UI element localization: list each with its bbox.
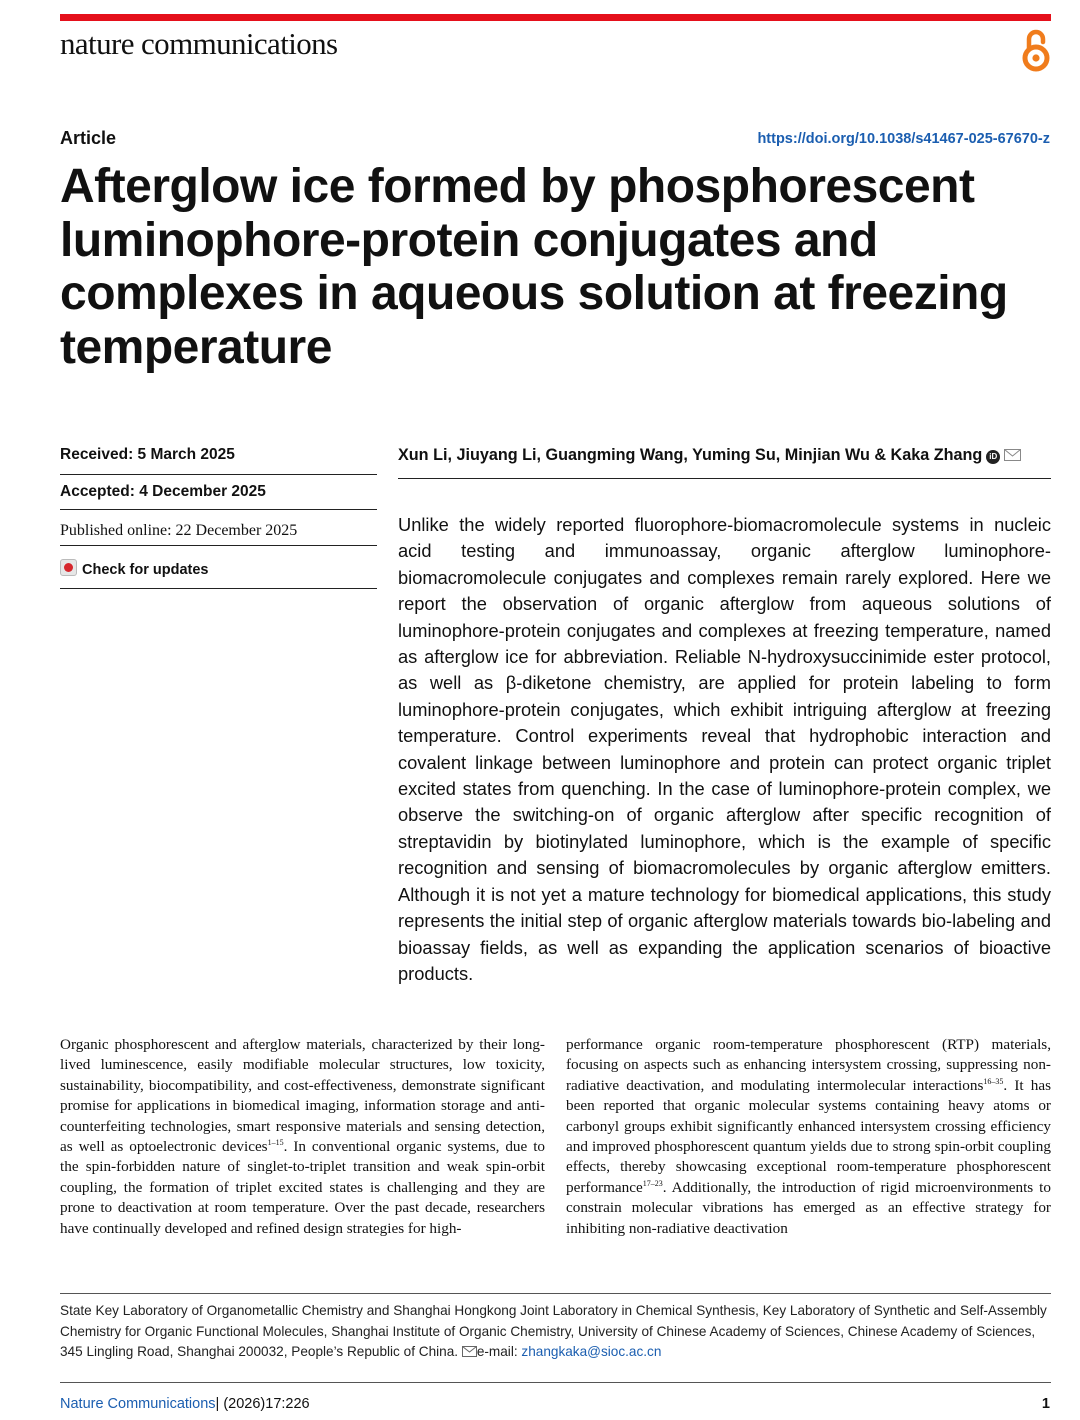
affiliation-text: State Key Laboratory of Organometallic Chemistry and Shanghai Hongkong Joint Laboratory in Chemical Synthesis, Key Laboratory of Synthetic and Self-Assembly Chemistry for Organic Functional Molecules, Shanghai Institute of Organic Chemistry, University of Chinese Academy of Sciences, Chinese Academy of Sciences, 345 Lingling Road, Shanghai 200032, People’s Republic of China.	[60, 1303, 1047, 1360]
open-access-icon[interactable]	[1018, 26, 1054, 74]
check-updates-link[interactable]: Check for updates	[82, 562, 209, 578]
author-list	[398, 446, 1021, 465]
received-date: Received: 5 March 2025	[60, 446, 235, 463]
body-column-right	[566, 1035, 1051, 1239]
check-updates-row[interactable]	[60, 545, 377, 589]
accepted-row	[60, 474, 377, 510]
citation-ref[interactable]: 17–23	[642, 1178, 663, 1188]
body-text: . In conventional organic systems, due to the spin-forbidden nature of singlet-to-triplet transition and weak spin-orbit coupling, the formation of triplet excited states is challenging and they are prone to deactivation at room temperature. Over the past decade, researchers have continually developed and refined design strategies for high-	[60, 1138, 546, 1237]
body-text: . Additionally, the introduction of rigid microenvironments to constrain molecular vibrations has emerged as an effective strategy for inhibiting non-radiative deactivation	[566, 1178, 1051, 1237]
email-link[interactable]: zhangkaka@sioc.ac.cn	[521, 1344, 662, 1360]
published-date: Published online: 22 December 2025	[60, 522, 298, 539]
footer-journal-link[interactable]: Nature Communications	[60, 1396, 216, 1412]
received-row	[60, 436, 377, 475]
body-text: performance organic room-temperature phosphorescent (RTP) materials, focusing on aspects such as enhancing intersystem crossing, suppressing non-radiative deactivation, and modulating intermolecular interactions	[566, 1036, 1051, 1094]
body-column-left	[60, 1035, 545, 1239]
footer-volume: | (2026)17:226	[215, 1396, 310, 1412]
email-label: e-mail:	[476, 1344, 518, 1360]
citation-ref[interactable]: 16–35	[983, 1076, 1004, 1086]
author-divider	[398, 478, 1051, 479]
accepted-date: Accepted: 4 December 2025	[60, 483, 266, 500]
article-title: Afterglow ice formed by phosphorescent luminophore-protein conjugates and complexes in aqueous solution at freezing temperature	[60, 160, 1008, 374]
orcid-icon[interactable]: iD	[986, 450, 1000, 464]
abstract-text: Unlike the widely reported fluorophore-biomacromolecule systems in nucleic acid testing and immunoassay, organic afterglow luminophore-biomacromolecule conjugates and complexes remain rarely explored. Here we report the observation of organic afterglow from aqueous solutions of luminophore-protein conjugates and complexes at freezing temperature, named as afterglow ice for abbreviation. Reliable N-hydroxysuccinimide ester protocol, as well as β-diketone chemistry, are applied for protein labeling to form luminophore-protein conjugates, which exhibit intriguing afterglow at freezing temperature. Control experiments reveal that hydrophobic interaction and covalent linkage between luminophore and protein can protect organic triplet excited states from quenching. In the case of luminophore-protein complex, we observe the switching-on of organic afterglow after specific recognition of streptavidin by biotinylated luminophore, which is the example of specific recognition and sensing of biomacromolecules by organic afterglow emitters. Although it is not yet a mature technology for biomedical applications, this study represents the initial step of organic afterglow materials towards bio-labeling and bioassay fields, as well as expanding the application scenarios of bioactive products.	[398, 514, 1051, 984]
doi-link[interactable]: https://doi.org/10.1038/s41467-025-67670-z	[757, 131, 1050, 147]
journal-logo[interactable]: nature communications	[60, 26, 338, 61]
citation-ref[interactable]: 1–15	[267, 1138, 284, 1148]
affiliation-footnote	[60, 1301, 1051, 1363]
page-number: 1	[1041, 1396, 1050, 1412]
mail-icon[interactable]	[1004, 449, 1021, 461]
mail-icon	[462, 1346, 477, 1357]
authors-text: Xun Li, Jiuyang Li, Guangming Wang, Yuming Su, Minjian Wu & Kaka Zhang	[398, 446, 983, 464]
footnote-divider	[60, 1293, 1051, 1294]
top-red-bar	[60, 14, 1051, 21]
check-for-updates-icon[interactable]	[60, 559, 77, 576]
published-row	[60, 509, 377, 545]
footer-citation	[60, 1396, 310, 1412]
body-text: Organic phosphorescent and afterglow materials, characterized by their long-lived luminescence, easily modifiable molecular structures, low toxicity, sustainability, biocompatibility, and cost-effectiveness, demonstrate significant promise for applications in biomedical imaging, information storage and anti-counterfeiting technologies, smart responsive materials and sensing detection, as well as optoelectronic devices	[60, 1036, 545, 1156]
footer-divider	[60, 1382, 1051, 1383]
body-text: . It has been reported that organic molecular systems containing heavy atoms or carbonyl groups exhibit significantly enhanced intersystem crossing efficiency and improved phosphorescent quantum yields due to strong spin-orbit coupling effects, thereby showcasing exceptional room-temperature phosphorescent performance	[566, 1076, 1051, 1196]
article-type-label: Article	[60, 128, 117, 148]
